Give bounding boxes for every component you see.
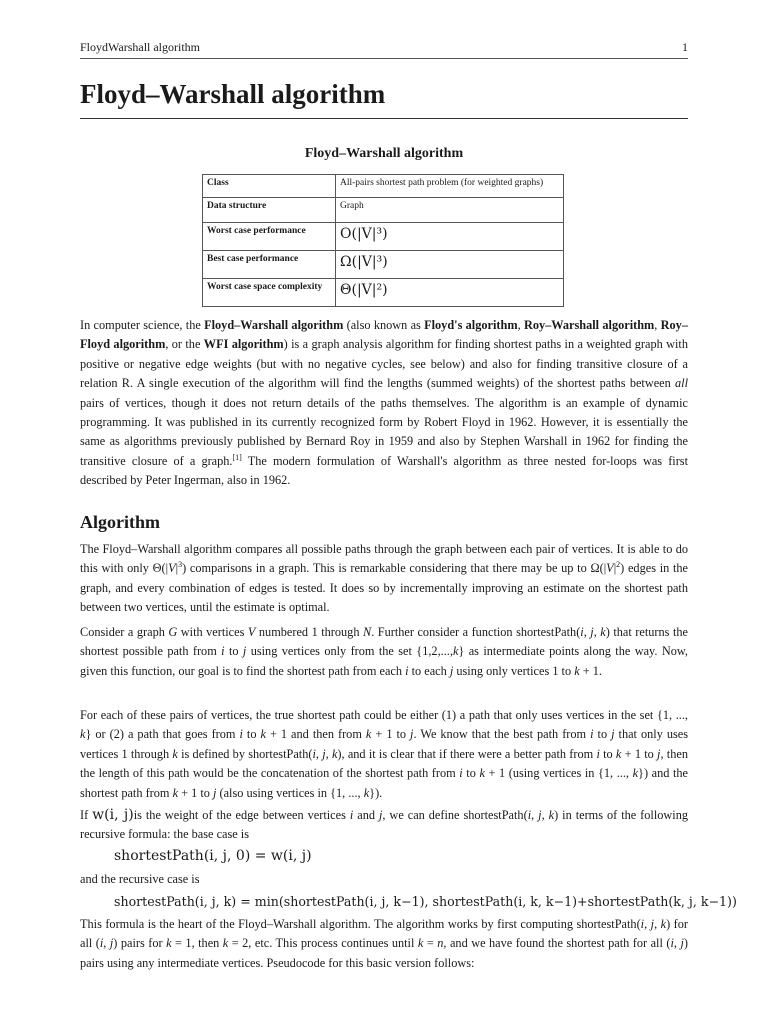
- page-title: Floyd–Warshall algorithm: [80, 78, 688, 119]
- formula-w-ij: w(i, j): [92, 807, 134, 823]
- algorithm-paragraph-4: If w(i, j)is the weight of the edge between vertices i and j, we can define shortestPath(i, j, k) in terms of the following recursive formula: the base case is: [80, 807, 689, 842]
- infobox-row: [203, 279, 564, 307]
- infobox-value: Graph: [336, 198, 564, 223]
- infobox-value: O(|V|³): [336, 223, 564, 251]
- section-heading-algorithm: Algorithm: [80, 512, 160, 532]
- infobox-key: Worst case performance: [203, 223, 336, 251]
- running-header: [80, 40, 688, 59]
- infobox-table: [202, 174, 564, 307]
- algorithm-paragraph-2: Consider a graph G with vertices V numbered 1 through N. Further consider a function shortestPath(i, j, k) that returns the shortest possible path from i to j using vertices only from the set {1,2,...,k} as intermediate points along the way. Now, given this function, our goal is to find the shortest path from each i to each j using only vertices 1 to k + 1.: [80, 625, 689, 678]
- algorithm-paragraph-3: For each of these pairs of vertices, the true shortest path could be either (1) a path that only uses vertices in the set {1, ..., k} or (2) a path that goes from i to k + 1 and then from k + 1 to j. We know that the best path from i to j that only uses vertices 1 through k is defined by shortestPath(i, j, k), and it is clear that if there were a better path from i to k + 1 to j, then the length of this path would be the concatenation of the shortest path from i to k + 1 (using vertices in {1, ..., k}) and the shortest path from k + 1 to j (also using vertices in {1, ..., k}).: [80, 708, 689, 800]
- infobox-key: Worst case space complexity: [203, 279, 336, 307]
- infobox-value: Ω(|V|³): [336, 251, 564, 279]
- infobox-value: All-pairs shortest path problem (for weighted graphs): [336, 175, 564, 198]
- algorithm-paragraph-1: The Floyd–Warshall algorithm compares all possible paths through the graph between each pair of vertices. It is able to do this with only $\Theta(|V|^3)$ comparisons in a graph. This is remarkable considering that there may be up to $\Omega(|V|^2)$ edges in the graph, and every combination of edges is tested. It does so by incrementally improving an estimate on the shortest path between two vertices, until the estimate is optimal.: [80, 542, 689, 615]
- infobox-title: Floyd–Warshall algorithm: [304, 146, 464, 161]
- page-number: 1: [682, 40, 688, 54]
- algorithm-paragraph-5: This formula is the heart of the Floyd–Warshall algorithm. The algorithm works by first computing shortestPath(i, j, k) for all (i, j) pairs for k = 1, then k = 2, etc. This process continues until k = n, and we have found the shortest path for all (i, j) pairs using any intermediate vertices. Pseudocode for this basic version follows:: [80, 917, 688, 970]
- infobox-value: Θ(|V|²): [336, 279, 564, 307]
- infobox-key: Class: [203, 175, 336, 198]
- infobox-key: Data structure: [203, 198, 336, 223]
- intro-paragraph: In computer science, the Floyd–Warshall algorithm (also known as Floyd's algorithm, Roy–Warshall algorithm, Roy–Floyd algorithm, or the WFI algorithm) is a graph analysis algorithm for finding shortest paths in a weighted graph with positive or negative edge weights (but with no negative cycles, see below) and also for finding transitive closure of a relation R. A single execution of the algorithm will find the lengths (summed weights) of the shortest paths between all pairs of vertices, though it does not return details of the paths themselves. The algorithm is an example of dynamic programming. It was published in its currently recognized form by Robert Floyd in 1962. However, it is essentially the same as algorithms previously published by Bernard Roy in 1959 and also by Stephen Warshall in 1962 for finding the transitive closure of a graph.[1] The modern formulation of Warshall's algorithm as three nested for-loops was first described by Peter Ingerman, also in 1962.: [80, 318, 688, 488]
- infobox-key: Best case performance: [203, 251, 336, 279]
- recursive-case-label: and the recursive case is: [80, 872, 200, 886]
- formula-base-case: shortestPath(i, j, 0) = w(i, j): [114, 848, 312, 864]
- running-header-title: FloydWarshall algorithm: [80, 40, 201, 54]
- infobox-row: [203, 223, 564, 251]
- infobox-row: [203, 175, 564, 198]
- infobox-row: [203, 198, 564, 223]
- formula-recursive-case: shortestPath(i, j, k) = min(shortestPath(i, j, k−1), shortestPath(i, k, k−1)+shortestPath(k, j, k−1)): [114, 894, 737, 909]
- infobox-row: [203, 251, 564, 279]
- citation-link[interactable]: [1]: [232, 452, 242, 462]
